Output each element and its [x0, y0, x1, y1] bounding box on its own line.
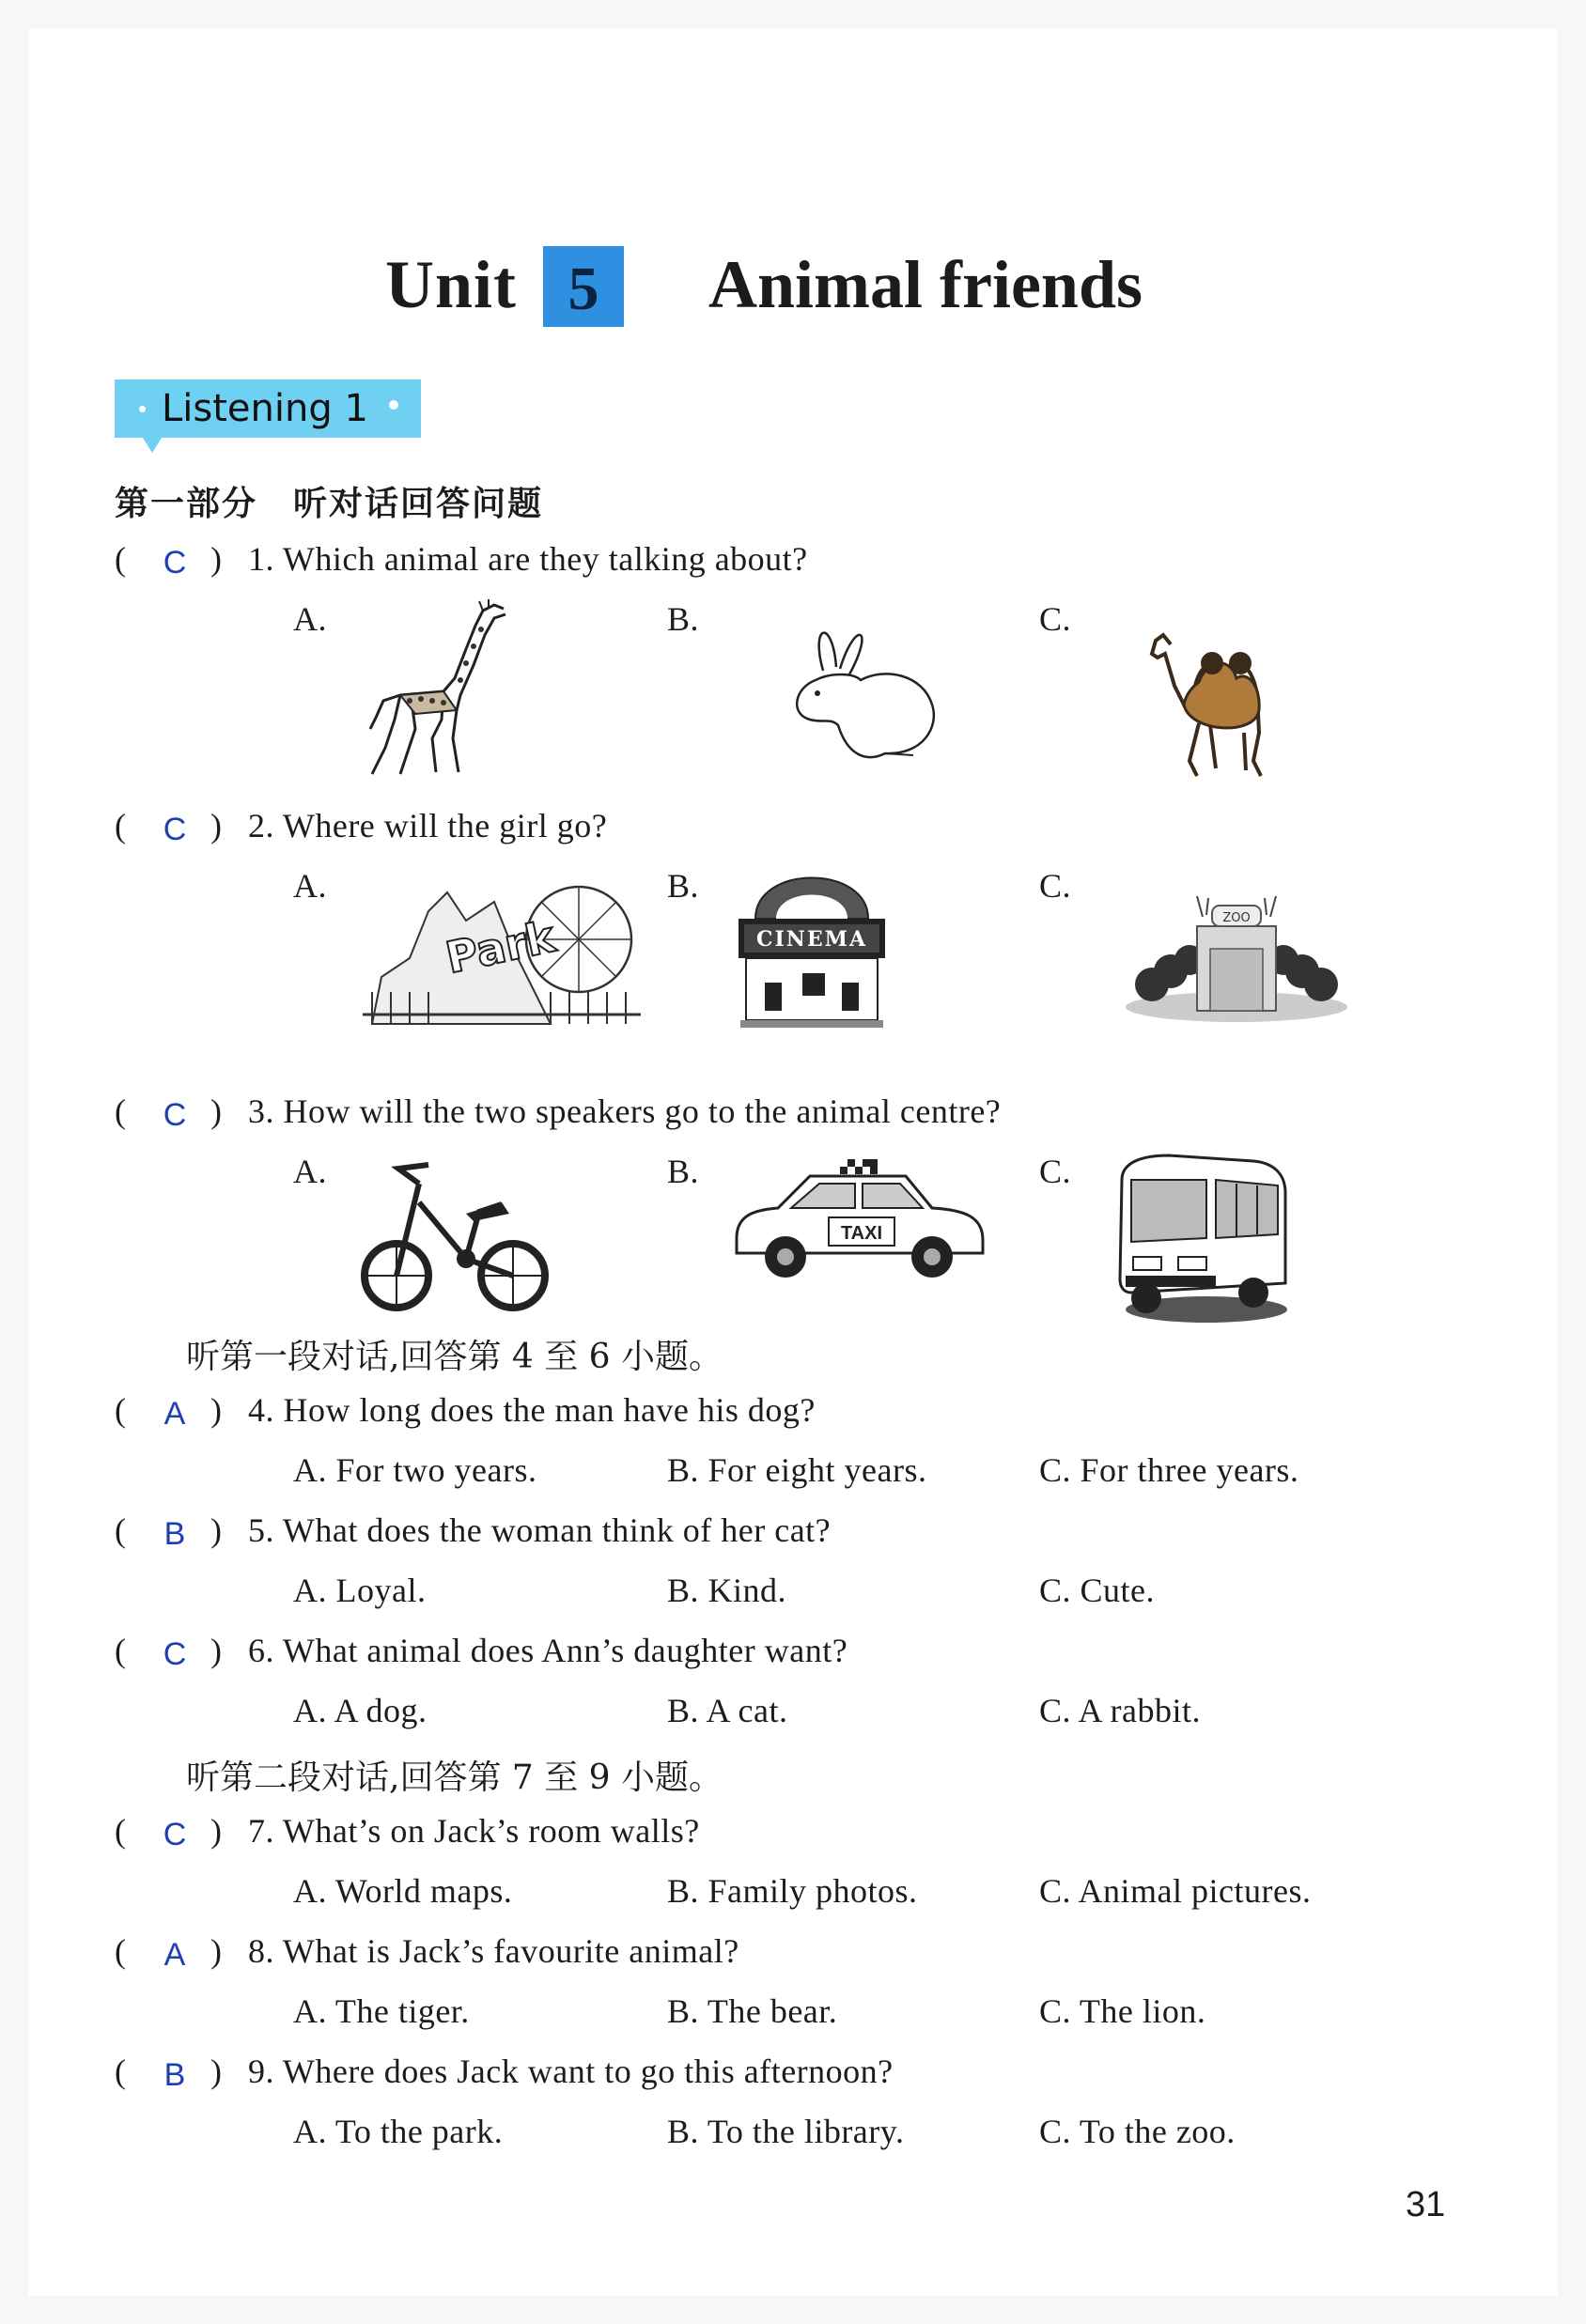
option-c: C. A rabbit. — [1039, 1692, 1202, 1729]
unit-word: Unit — [385, 247, 518, 322]
question-text: 9. Where does Jack want to go this afternoon? — [248, 2053, 894, 2090]
option-a: A. A dog. — [293, 1692, 428, 1729]
unit-title: Animal friends — [708, 247, 1143, 322]
paren-open: ( — [115, 1812, 126, 1850]
question-text: 6. What animal does Ann’s daughter want? — [248, 1632, 848, 1669]
option-b: B. To the library. — [667, 2113, 905, 2150]
dialogue-1-instruction: 听第一段对话,回答第 4 至 6 小题。 — [186, 1338, 723, 1376]
question-text: 3. How will the two speakers go to the animal centre? — [248, 1092, 1002, 1130]
answer-mark: C — [163, 1636, 187, 1672]
option-b: B. Kind. — [667, 1572, 787, 1609]
paren-close: ) — [210, 1391, 222, 1429]
option-c: C. Cute. — [1039, 1572, 1156, 1609]
paren-close: ) — [210, 1511, 222, 1549]
zoo-sign: ZOO — [1222, 911, 1251, 925]
option-a: A. Loyal. — [293, 1572, 427, 1609]
tab-dot-decoration — [139, 406, 146, 412]
dialogue-2-instruction: 听第二段对话,回答第 7 至 9 小题。 — [186, 1758, 723, 1797]
option-b: B. For eight years. — [667, 1451, 927, 1489]
taxi-picture — [731, 1154, 988, 1283]
option-label-b: B. — [667, 867, 700, 905]
option-a: A. The tiger. — [293, 1992, 470, 2030]
option-label-c: C. — [1039, 600, 1072, 638]
giraffe-picture — [363, 597, 513, 782]
option-a: A. For two years. — [293, 1451, 537, 1489]
tab-notch-decoration — [143, 438, 162, 453]
option-label-b: B. — [667, 600, 700, 638]
paren-close: ) — [210, 1092, 222, 1130]
paren-close: ) — [210, 807, 222, 844]
park-sign: Park — [441, 910, 560, 984]
option-c: C. For three years. — [1039, 1451, 1299, 1489]
tab-dot-decoration — [389, 400, 398, 410]
answer-mark: B — [163, 1516, 186, 1552]
paren-open: ( — [115, 1511, 126, 1549]
answer-mark: B — [163, 2057, 186, 2093]
bus-picture — [1112, 1152, 1291, 1325]
paren-open: ( — [115, 1932, 126, 1970]
unit-number-badge: 5 — [543, 246, 624, 327]
option-c: C. To the zoo. — [1039, 2113, 1236, 2150]
cinema-picture — [737, 868, 887, 1030]
section-tab — [115, 380, 421, 438]
option-b: B. A cat. — [667, 1692, 788, 1729]
option-b: B. The bear. — [667, 1992, 838, 2030]
paren-open: ( — [115, 2053, 126, 2090]
answer-mark: C — [163, 1097, 187, 1133]
option-label-a: A. — [293, 1153, 327, 1190]
answer-mark: C — [163, 545, 187, 581]
cinema-sign: CINEMA — [755, 927, 868, 952]
paren-open: ( — [115, 1391, 126, 1429]
option-label-c: C. — [1039, 1153, 1072, 1190]
paren-close: ) — [210, 1932, 222, 1970]
question-text: 5. What does the woman think of her cat? — [248, 1511, 832, 1549]
option-a: A. World maps. — [293, 1872, 513, 1910]
part-title: 第一部分 听对话回答问题 — [115, 485, 544, 523]
paren-close: ) — [210, 1812, 222, 1850]
option-label-c: C. — [1039, 867, 1072, 905]
answer-mark: C — [163, 812, 187, 847]
question-text: 2. Where will the girl go? — [248, 807, 608, 844]
bicycle-picture — [361, 1155, 552, 1315]
answer-mark: A — [163, 1937, 186, 1973]
park-picture — [363, 874, 641, 1030]
option-label-a: A. — [293, 867, 327, 905]
question-text: 1. Which animal are they talking about? — [248, 540, 808, 578]
paren-open: ( — [115, 1092, 126, 1130]
zoo-picture — [1124, 892, 1349, 1024]
page-number: 31 — [1406, 2185, 1446, 2224]
option-label-b: B. — [667, 1153, 700, 1190]
paren-open: ( — [115, 1632, 126, 1669]
option-c: C. The lion. — [1039, 1992, 1206, 2030]
rabbit-picture — [782, 614, 943, 767]
option-a: A. To the park. — [293, 2113, 504, 2150]
answer-mark: C — [163, 1817, 187, 1852]
option-b: B. Family photos. — [667, 1872, 918, 1910]
camel-picture — [1143, 620, 1283, 782]
section-tab-label: Listening 1 — [162, 387, 368, 430]
question-text: 4. How long does the man have his dog? — [248, 1391, 816, 1429]
taxi-sign: TAXI — [840, 1223, 883, 1244]
option-c: C. Animal pictures. — [1039, 1872, 1312, 1910]
paren-close: ) — [210, 2053, 222, 2090]
answer-mark: A — [163, 1396, 186, 1432]
paren-close: ) — [210, 1632, 222, 1669]
paren-open: ( — [115, 807, 126, 844]
option-label-a: A. — [293, 600, 327, 638]
question-text: 8. What is Jack’s favourite animal? — [248, 1932, 739, 1970]
paren-open: ( — [115, 540, 126, 578]
paren-close: ) — [210, 540, 222, 578]
question-text: 7. What’s on Jack’s room walls? — [248, 1812, 700, 1850]
